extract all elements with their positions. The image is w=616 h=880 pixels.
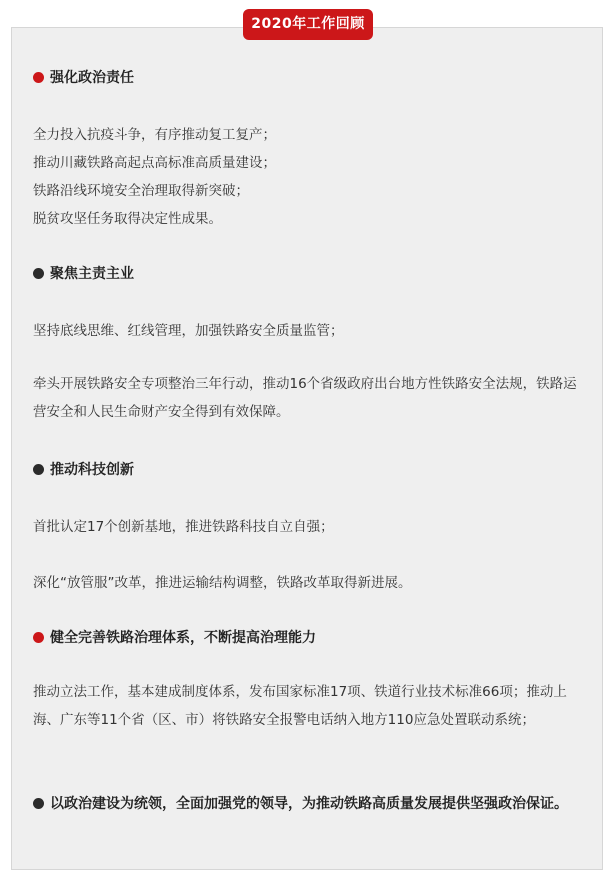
section-paragraph: 坚持底线思维、红线管理，加强铁路安全质量监管； [33, 323, 344, 339]
section-paragraph: 首批认定17个创新基地，推进铁路科技自立自强； [33, 519, 334, 535]
red-bullet-icon [33, 632, 44, 643]
dark-bullet-icon [33, 268, 44, 279]
section-heading-core-business [33, 263, 134, 283]
section-paragraph: 深化“放管服”改革，推进运输结构调整，铁路改革取得新进展。 [33, 575, 412, 591]
page-title: 2020年工作回顾 [243, 9, 373, 40]
section-line: 脱贫攻坚任务取得决定性成果。 [33, 211, 222, 227]
section-line: 推动川藏铁路高起点高标准高质量建设； [33, 155, 276, 171]
closing-text: 以政治建设为统领，全面加强党的领导，为推动铁路高质量发展提供坚强政治保证。 [50, 796, 568, 812]
section-heading-governance-system [33, 627, 316, 647]
section-paragraph: 推动立法工作，基本建成制度体系，发布国家标准17项、铁道行业技术标准66项；推动上海、广东等11个省（区、市）将铁路安全报警电话纳入地方110应急处置联动系统； [33, 684, 567, 728]
section-heading-tech-innovation [33, 459, 134, 479]
section-paragraph: 牵头开展铁路安全专项整治三年行动，推动16个省级政府出台地方性铁路安全法规，铁路运营安全和人民生命财产安全得到有效保障。 [33, 376, 577, 420]
section-heading-text: 推动科技创新 [50, 462, 134, 478]
closing-statement [33, 790, 585, 819]
dark-bullet-icon [33, 464, 44, 475]
section-heading-political-responsibility [33, 67, 134, 87]
section-heading-text: 聚焦主责主业 [50, 266, 134, 282]
dark-bullet-icon [33, 798, 44, 809]
section-line: 全力投入抗疫斗争，有序推动复工复产； [33, 127, 276, 143]
section-heading-text: 健全完善铁路治理体系，不断提高治理能力 [50, 630, 316, 646]
section-line: 铁路沿线环境安全治理取得新突破； [33, 183, 249, 199]
red-bullet-icon [33, 72, 44, 83]
section-heading-text: 强化政治责任 [50, 70, 134, 86]
